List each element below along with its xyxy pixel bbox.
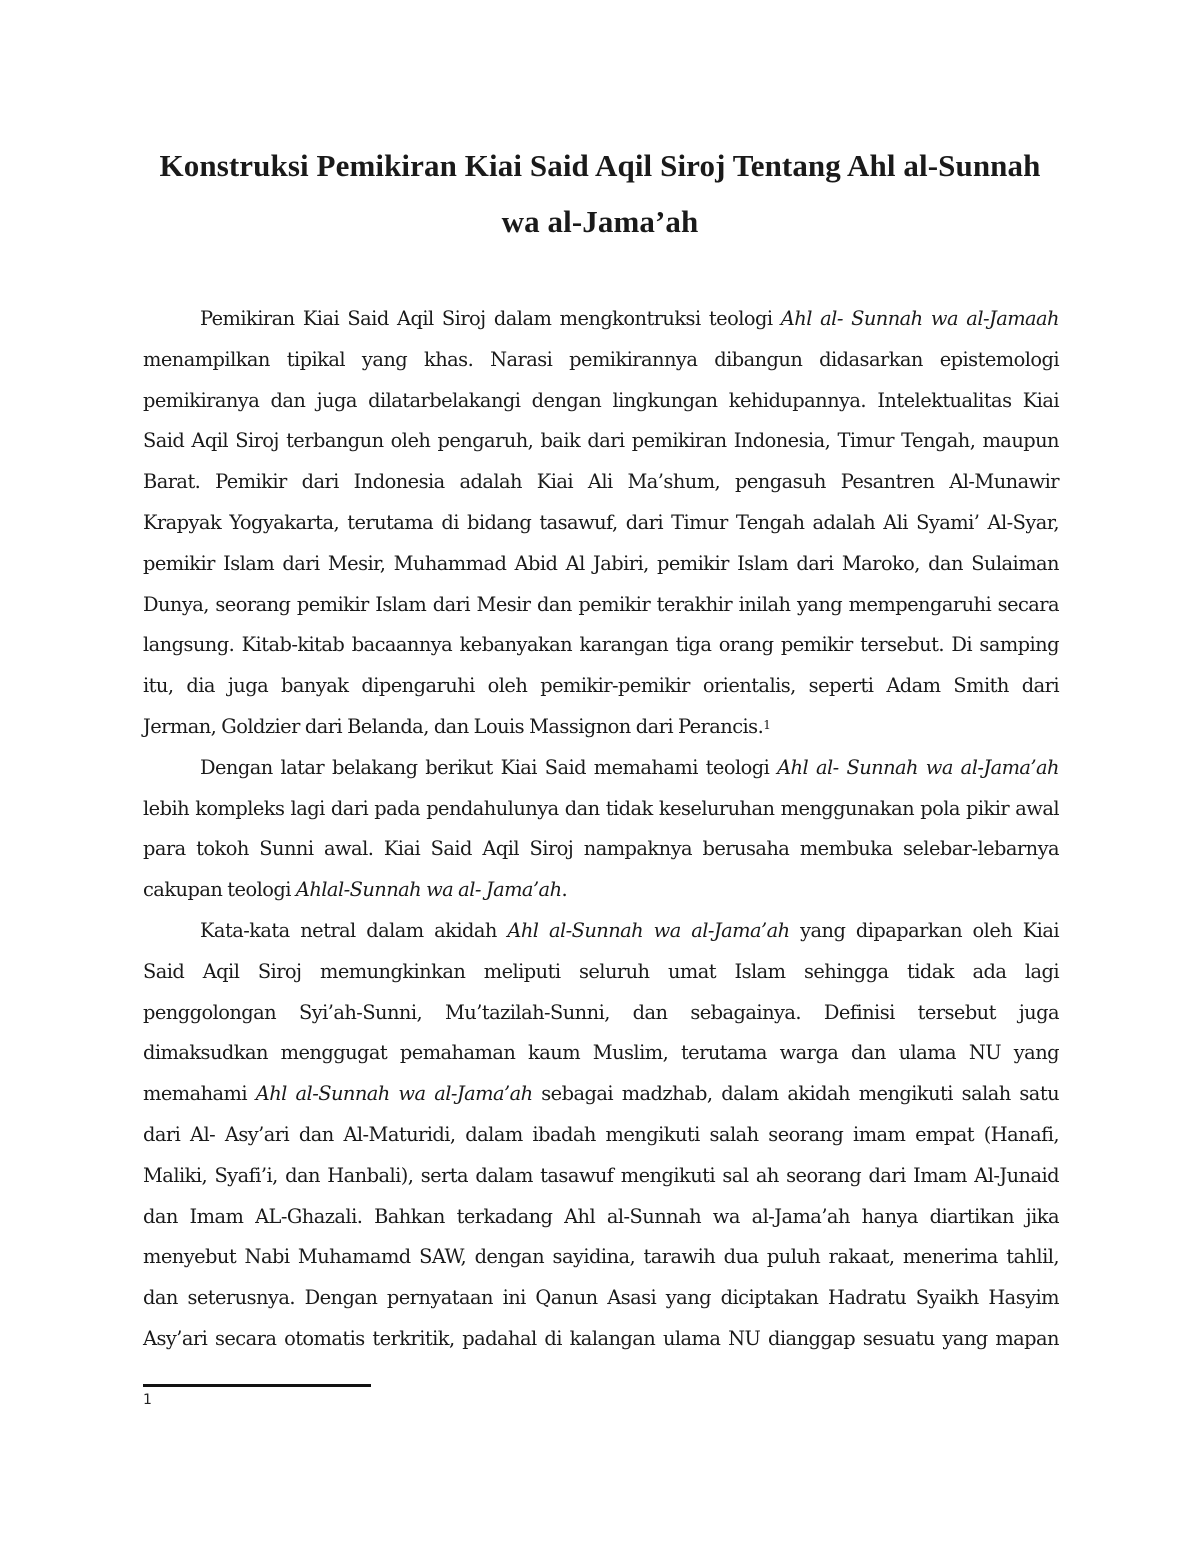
- paragraph-3: [143, 911, 1059, 1360]
- footnote-number: 1: [143, 1392, 152, 1408]
- paragraph-line: [143, 911, 1059, 952]
- paragraph-line: itu, dia juga banyak dipengaruhi oleh pemikir-pemikir orientalis, seperti Adam Smith dari: [143, 674, 1059, 698]
- paragraph-line: lebih kompleks lagi dari pada pendahulunya dan tidak keseluruhan menggunakan pola pikir awal: [143, 796, 1059, 820]
- paragraph-line: [143, 1074, 1059, 1115]
- text-run: Kata-kata netral dalam akidah: [200, 918, 508, 942]
- paragraph-line: dari Al- Asy’ari dan Al-Maturidi, dalam ibadah mengikuti salah seorang imam empat (Hanafi,: [143, 1122, 1059, 1146]
- paragraph-line: langsung. Kitab-kitab bacaannya kebanyakan karangan tiga orang pemikir tersebut. Di samping: [143, 633, 1059, 657]
- paragraph-2: [143, 748, 1059, 911]
- paragraph-line: pemikiranya dan juga dilatarbelakangi dengan lingkungan kehidupannya. Intelektualitas Kiai: [143, 388, 1059, 412]
- footnote-separator: [143, 1384, 371, 1387]
- italic-term: Ahl al-Sunnah wa al-Jama’ah: [255, 1082, 533, 1106]
- text-run: yang dipaparkan oleh Kiai: [789, 918, 1059, 942]
- paragraph-line: dan seterusnya. Dengan pernyataan ini Qanun Asasi yang diciptakan Hadratu Syaikh Hasyim: [143, 1286, 1059, 1310]
- paragraph-line: Said Aqil Siroj memungkinkan meliputi seluruh umat Islam sehingga tidak ada lagi: [143, 959, 1059, 983]
- text-run: sebagai madzhab, dalam akidah mengikuti salah satu: [532, 1082, 1060, 1106]
- paragraph-line: [143, 748, 1059, 789]
- document-body: [143, 299, 1059, 1360]
- paragraph-line: para tokoh Sunni awal. Kiai Said Aqil Siroj nampaknya berusaha membuka selebar-lebarnya: [143, 837, 1059, 861]
- text-run: Jerman, Goldzier dari Belanda, dan Louis Massignon dari Perancis.: [143, 714, 764, 738]
- paragraph-line: Dunya, seorang pemikir Islam dari Mesir dan pemikir terakhir inilah yang mempengaruhi secara: [143, 592, 1059, 616]
- paragraph-line: dimaksudkan menggugat pemahaman kaum Muslim, terutama warga dan ulama NU yang: [143, 1041, 1059, 1065]
- italic-term: Ahl al-Sunnah wa al-Jama’ah: [507, 918, 790, 942]
- paragraph-line: Asy’ari secara otomatis terkritik, padahal di kalangan ulama NU dianggap sesuatu yang mapan: [143, 1326, 1059, 1350]
- text-run: Pemikiran Kiai Said Aqil Siroj dalam mengkontruksi teologi: [200, 307, 781, 330]
- footnote-reference[interactable]: 1: [763, 717, 771, 732]
- document-title: [140, 138, 1060, 250]
- paragraph-line: menampilkan tipikal yang khas. Narasi pemikirannya dibangun didasarkan epistemologi: [143, 347, 1059, 371]
- paragraph-line: [143, 870, 1059, 911]
- italic-term: Ahl al- Sunnah wa al-Jamaah: [780, 307, 1059, 330]
- paragraph-1: [143, 299, 1059, 748]
- paragraph-line: Barat. Pemikir dari Indonesia adalah Kiai Ali Ma’shum, pengasuh Pesantren Al-Munawir: [143, 470, 1059, 494]
- italic-term: Ahl al- Sunnah wa al-Jama’ah: [777, 755, 1059, 779]
- paragraph-line: Maliki, Syafi’i, dan Hanbali), serta dalam tasawuf mengikuti sal ah seorang dari Imam Al-Junaid: [143, 1163, 1059, 1187]
- title-line-2: wa al-Jama’ah: [501, 204, 699, 239]
- text-run: .: [561, 878, 568, 902]
- text-run: Dengan latar belakang berikut Kiai Said memahami teologi: [200, 755, 778, 779]
- paragraph-line: penggolongan Syi’ah-Sunni, Mu’tazilah-Sunni, dan sebagainya. Definisi tersebut juga: [143, 1000, 1059, 1024]
- paragraph-line: dan Imam AL-Ghazali. Bahkan terkadang Ahl al-Sunnah wa al-Jama’ah hanya diartikan jika: [143, 1204, 1059, 1228]
- paragraph-line: [143, 707, 1059, 748]
- paragraph-line: pemikir Islam dari Mesir, Muhammad Abid Al Jabiri, pemikir Islam dari Maroko, dan Sulaiman: [143, 551, 1059, 575]
- text-run: memahami: [143, 1082, 256, 1106]
- italic-term: Ahlal-Sunnah wa al- Jama’ah: [295, 878, 562, 902]
- paragraph-line: menyebut Nabi Muhamamd SAW, dengan sayidina, tarawih dua puluh rakaat, menerima tahlil,: [143, 1245, 1059, 1269]
- paragraph-line: Krapyak Yogyakarta, terutama di bidang tasawuf, dari Timur Tengah adalah Ali Syami’ Al-Syar,: [143, 510, 1059, 534]
- text-run: cakupan teologi: [143, 878, 296, 902]
- paragraph-line: [143, 299, 1059, 340]
- paragraph-line: Said Aqil Siroj terbangun oleh pengaruh, baik dari pemikiran Indonesia, Timur Tengah, maupun: [143, 429, 1059, 453]
- title-line-1: Konstruksi Pemikiran Kiai Said Aqil Siroj Tentang Ahl al-Sunnah: [159, 148, 1041, 183]
